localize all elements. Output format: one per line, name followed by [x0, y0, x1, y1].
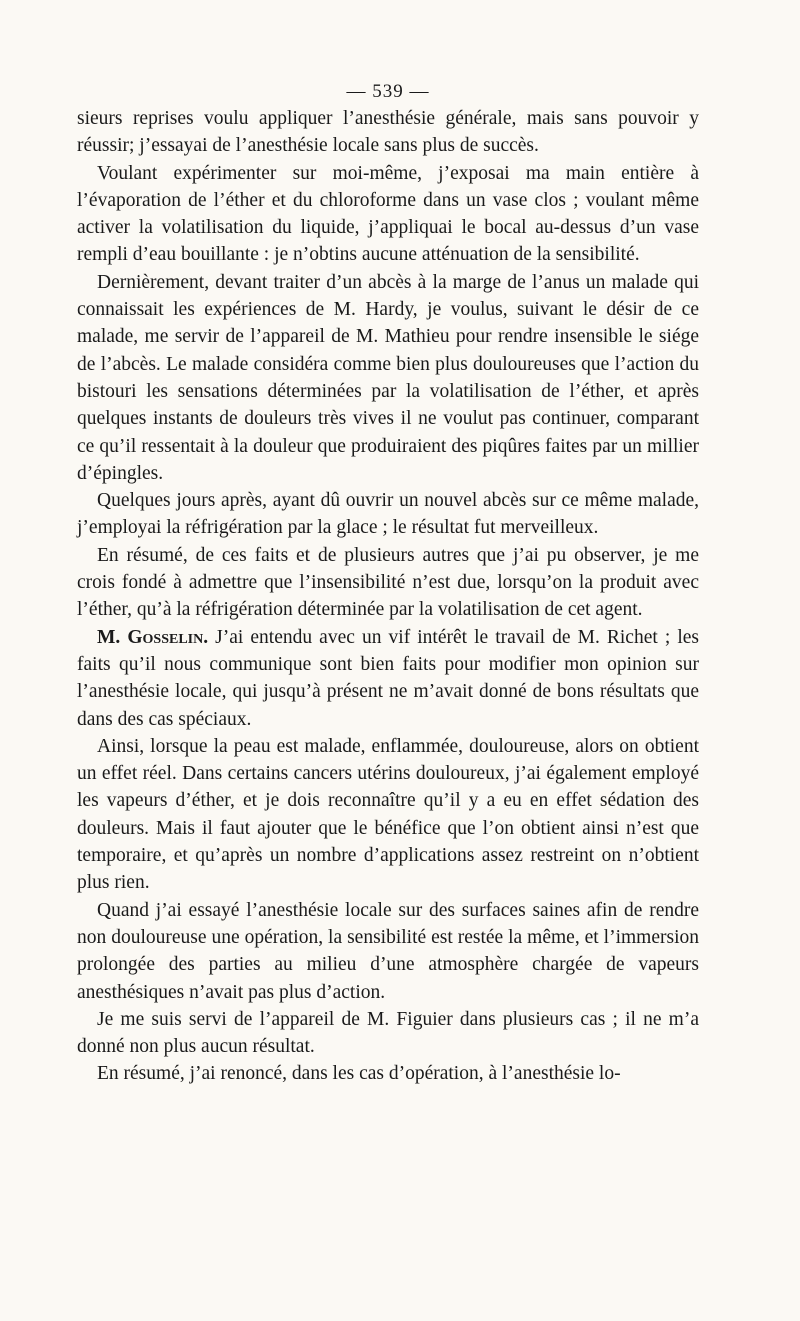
- paragraph-5: En résumé, de ces faits et de plusieurs autres que j’ai pu observer, je me crois fondé à admettre que l’insensibilité n’est due, lorsqu’on la produit avec l’éther, qu’à la réfrigération déterminée par la volatilisation de cet agent.: [77, 544, 699, 621]
- page-body: [77, 78, 699, 1088]
- paragraph-3: Dernièrement, devant traiter d’un abcès à la marge de l’anus un malade qui connaissait les expériences de M. Hardy, je voulus, suivant le désir de ce malade, me servir de l’appareil de M. Mathieu pour rendre insensible le siége de l’abcès. Le malade considéra comme bien plus douloureuses que l’action du bistouri les sensations déterminées par la volatilisation de l’éther, et après quelques instants de douleurs très vives il ne voulut pas continuer, comparant ce qu’il ressentait à la douleur que produiraient des piqûres faites par un millier d’épingles.: [77, 271, 699, 484]
- paragraph-9: Je me suis servi de l’appareil de M. Figuier dans plusieurs cas ; il ne m’a donné non plus aucun résultat.: [77, 1008, 699, 1058]
- paragraph-4: Quelques jours après, ayant dû ouvrir un nouvel abcès sur ce même malade, j’employai la réfrigération par la glace ; le résultat fut merveilleux.: [77, 490, 699, 539]
- page-number: — 539 —: [346, 81, 430, 102]
- paragraph-6-text: J’ai entendu avec un vif intérêt le travail de M. Richet ; les faits qu’il nous communique sont bien faits pour modifier mon opinion sur l’anesthésie locale, qui jusqu’à présent ne m’avait donné de bons résultats que dans des cas spéciaux.: [77, 626, 699, 730]
- paragraph-6: [77, 624, 699, 733]
- paragraph-7: Ainsi, lorsque la peau est malade, enflammée, douloureuse, alors on obtient un effet réel. Dans certains cancers utérins douloureux, j’ai également employé les vapeurs d’éther, et je dois reconnaître qu’il y a eu en effet sédation des douleurs. Mais il faut ajouter que le bénéfice que l’on obtient ainsi n’est que temporaire, et qu’après un nombre d’applications assez restreint on n’obtient plus rien.: [77, 735, 699, 894]
- paragraph-8: Quand j’ai essayé l’anesthésie locale sur des surfaces saines afin de rendre non douloureuse une opération, la sensibilité est restée la même, et l’immersion prolongée des parties au milieu d’une atmosphère chargée de vapeurs anesthésiques n’avait pas plus d’action.: [77, 899, 699, 1003]
- paragraph-1: sieurs reprises voulu appliquer l’anesthésie générale, mais sans pouvoir y réussir; j’essayai de l’anesthésie locale sans plus de succès.: [77, 108, 699, 157]
- speaker-name: M. Gosselin.: [97, 626, 209, 648]
- paragraph-2: Voulant expérimenter sur moi-même, j’exposai ma main entière à l’évaporation de l’éther et du chloroforme dans un vase clos ; voulant même activer la volatilisation du liquide, j’appliquai le bocal au-dessus d’un vase rempli d’eau bouillante : je n’obtins aucune atténuation de la sensibilité.: [77, 162, 699, 266]
- paragraph-10: En résumé, j’ai renoncé, dans les cas d’opération, à l’anesthésie lo-: [97, 1063, 621, 1085]
